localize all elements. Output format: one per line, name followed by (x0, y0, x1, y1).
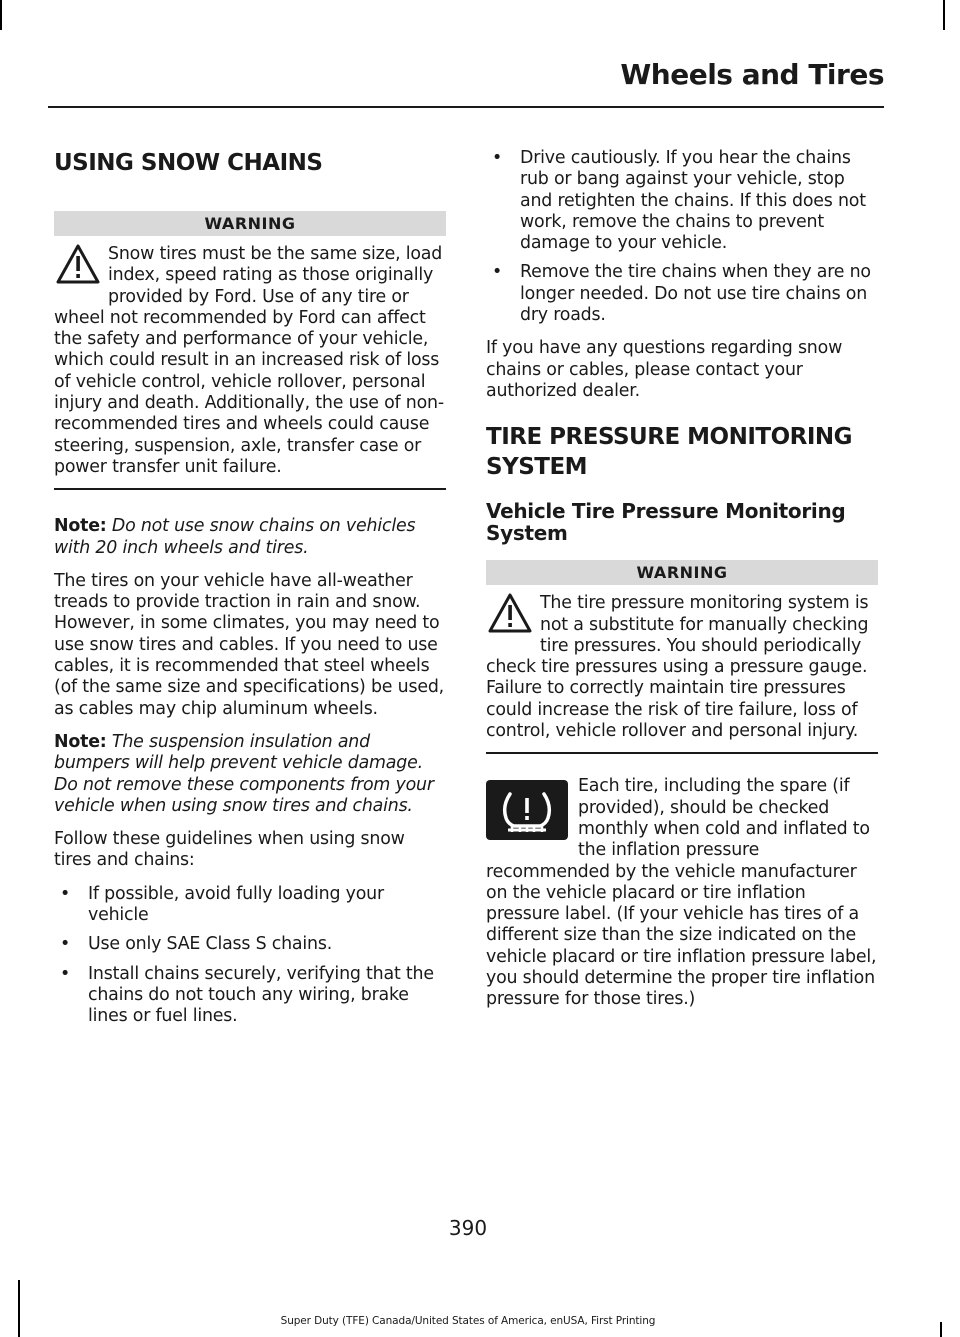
body-paragraph (486, 776, 878, 1010)
list-item-text: Use only SAE Class S chains. (88, 934, 333, 955)
note-label: Note: (54, 731, 107, 752)
crop-mark (0, 0, 2, 30)
bullet-icon: • (60, 883, 71, 904)
list-item-text: If possible, avoid fully loading your vehicle (88, 883, 384, 926)
note-text: Do not use snow chains on vehicles with 20 inch wheels and tires. (54, 516, 416, 558)
list-item-text: Drive cautiously. If you hear the chains rub or bang against your vehicle, stop and retighten the chains. If this does not work, remove the chains to prevent damage to your vehicle. (520, 148, 866, 254)
warning-triangle-icon (486, 589, 540, 639)
list-item (54, 964, 446, 1028)
section-title-tpms: TIRE PRESSURE MONITORING SYSTEM (486, 424, 853, 481)
body-paragraph: If you have any questions regarding snow chains or cables, please contact your authorized dealer. (486, 338, 843, 401)
note-paragraph (54, 516, 446, 559)
right-column (486, 140, 878, 1023)
list-item (54, 934, 446, 955)
list-item (54, 884, 446, 927)
bullet-list (486, 148, 878, 326)
body-paragraph: The tires on your vehicle have all-weather treads to provide traction in rain and snow. However, in some climates, you may need to use snow tires and cables. If you need to use cables, it is recommended that steel wheels (of the same size and specifications) be used, as cables may chip aluminum wheels. (54, 570, 444, 719)
body-paragraph: Follow these guidelines when using snow tires and chains: (54, 829, 405, 871)
section-title-snow-chains: USING SNOW CHAINS (54, 150, 323, 176)
warning-box (54, 236, 446, 490)
left-column (54, 140, 446, 1040)
warning-box (486, 585, 878, 754)
crop-mark (943, 0, 945, 30)
bullet-icon: • (492, 262, 503, 283)
page-number: 390 (448, 1216, 488, 1240)
list-item (486, 262, 878, 326)
tpms-paragraph-text: Each tire, including the spare (if provided), should be checked monthly when cold and inflated to the inflation pressure recommended by the vehicle manufacturer on the vehicle placard or tire inflation pressure label. (If your vehicle has tires of a different size than the size indicated on the vehicle placard or tire inflation pressure label, you should determine the proper tire inflation pressure for those tires.) (486, 776, 877, 1010)
warning-text: Snow tires must be the same size, load index, speed rating as those originally provided by Ford. Use of any tire or wheel not recommended by Ford can affect the safety and performance of your vehicle, which could result in an increased risk of loss of vehicle control, vehicle rollover, personal injury and death. Additionally, the use of non-recommended tires and wheels could cause steering, suspension, axle, transfer case or power transfer unit failure. (54, 244, 444, 477)
warning-header: WARNING (486, 560, 878, 585)
list-item-text: Install chains securely, verifying that the chains do not touch any wiring, brake lines or fuel lines. (88, 963, 434, 1027)
list-item-text: Remove the tire chains when they are no longer needed. Do not use tire chains on dry roads. (520, 262, 871, 326)
warning-header: WARNING (54, 211, 446, 236)
bullet-icon: • (60, 963, 71, 984)
bullet-icon: • (492, 148, 503, 168)
crop-mark (940, 1322, 942, 1337)
warning-text: The tire pressure monitoring system is not a substitute for manually checking tire pressures. You should periodically check tire pressures using a pressure gauge. Failure to correctly maintain tire pressures could increase the risk of tire failure, loss of control, vehicle rollover and personal injury. (486, 593, 869, 742)
page-header-title: Wheels and Tires (620, 58, 884, 91)
footer-edition: Super Duty (TFE) Canada/United States of America, enUSA, First Printing (280, 1315, 656, 1327)
subsection-title: Vehicle Tire Pressure Monitoring System (486, 499, 846, 546)
bullet-icon: • (60, 934, 71, 955)
tire-pressure-warning-icon (486, 780, 568, 840)
crop-mark (18, 1280, 20, 1337)
bullet-list (54, 884, 446, 1028)
header-rule (48, 106, 884, 108)
note-text: The suspension insulation and bumpers will help prevent vehicle damage. Do not remove these components from your vehicle when using snow tires and chains. (54, 731, 434, 816)
note-label: Note: (54, 516, 107, 537)
warning-triangle-icon (54, 240, 108, 290)
list-item (486, 148, 878, 254)
note-paragraph (54, 732, 446, 817)
